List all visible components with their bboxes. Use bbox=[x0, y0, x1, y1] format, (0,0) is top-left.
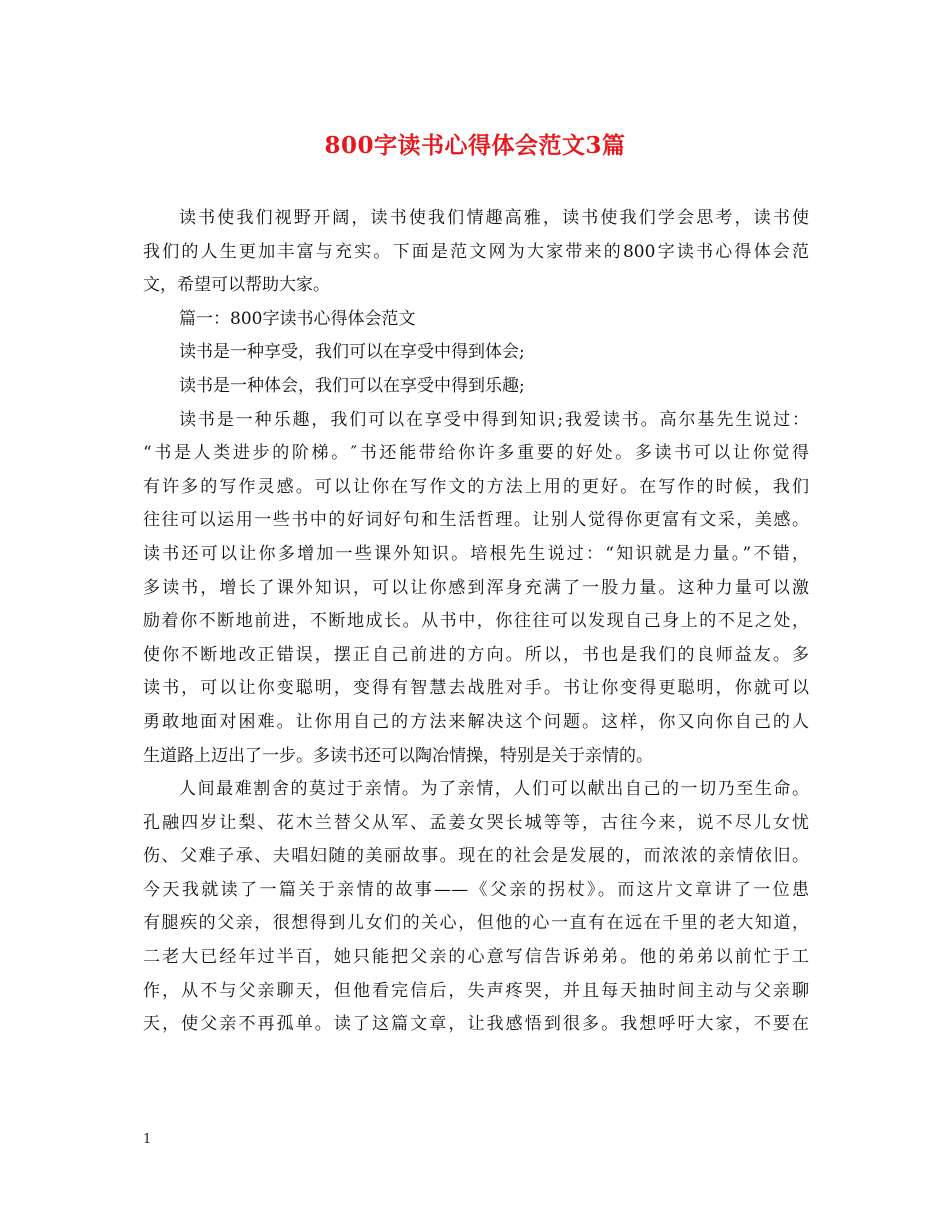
paragraph-line: 勇敢地面对困难。让你用自己的方法来解决这个问题。这样，你又向你自己的人 bbox=[143, 711, 809, 732]
paragraph-line: “书是人类进步的阶梯。″书还能带给你许多重要的好处。多读书可以让你觉得 bbox=[143, 443, 809, 464]
paragraph-line: 励着你不断地前进，不断地成长。从书中，你往往可以发现自己身上的不足之处， bbox=[143, 611, 809, 632]
paragraph-line: 有腿疾的父亲，很想得到儿女们的关心，但他的心一直有在远在千里的老大知道， bbox=[143, 913, 809, 934]
paragraph-line: 读书是一种乐趣，我们可以在享受中得到知识;我爱读书。高尔基先生说过： bbox=[179, 409, 809, 430]
paragraph-line: 人间最难割舍的莫过于亲情。为了亲情，人们可以献出自己的一切乃至生命。 bbox=[179, 779, 809, 800]
paragraph-line: 生道路上迈出了一步。多读书还可以陶冶情操，特别是关于亲情的。 bbox=[143, 745, 653, 766]
paragraph-line: 孔融四岁让梨、花木兰替父从军、孟姜女哭长城等等，古往今来，说不尽儿女忧 bbox=[143, 812, 809, 833]
section-heading: 篇一：800字读书心得体会范文 bbox=[179, 308, 416, 329]
paragraph-line: 读书是一种体会，我们可以在享受中得到乐趣; bbox=[179, 375, 525, 396]
paragraph-line: 伤、父难子承、夫唱妇随的美丽故事。现在的社会是发展的，而浓浓的亲情依旧。 bbox=[143, 846, 809, 867]
paragraph-line: 使你不断地改正错误，摆正自己前进的方向。所以，书也是我们的良师益友。多 bbox=[143, 644, 809, 665]
paragraph-line: 多读书，增长了课外知识，可以让你感到浑身充满了一股力量。这种力量可以激 bbox=[143, 577, 809, 598]
paragraph-line: 作，从不与父亲聊天，但他看完信后，失声疼哭，并且每天抽时间主动与父亲聊 bbox=[143, 980, 809, 1001]
paragraph-line: 二老大已经年过半百，她只能把父亲的心意写信告诉弟弟。他的弟弟以前忙于工 bbox=[143, 947, 809, 968]
paragraph-line: 有许多的写作灵感。可以让你在写作文的方法上用的更好。在写作的时候，我们 bbox=[143, 476, 809, 497]
paragraph-line: 读书还可以让你多增加一些课外知识。培根先生说过：“知识就是力量。”不错， bbox=[143, 543, 809, 564]
paragraph-line: 天，使父亲不再孤单。读了这篇文章，让我感悟到很多。我想呼吁大家，不要在 bbox=[143, 1014, 809, 1035]
document-body bbox=[143, 202, 809, 1042]
paragraph-line: 读书，可以让你变聪明，变得有智慧去战胜对手。书让你变得更聪明，你就可以 bbox=[143, 678, 809, 699]
paragraph-line: 今天我就读了一篇关于亲情的故事——《父亲的拐杖》。而这片文章讲了一位患 bbox=[143, 879, 809, 900]
paragraph-line: 读书使我们视野开阔，读书使我们情趣高雅，读书使我们学会思考，读书使 bbox=[179, 208, 809, 228]
document-title: 800字读书心得体会范文3篇 bbox=[324, 132, 626, 159]
paragraph-line: 文，希望可以帮助大家。 bbox=[143, 275, 330, 296]
page-number: 1 bbox=[143, 1132, 152, 1147]
paragraph-line: 我们的人生更加丰富与充实。下面是范文网为大家带来的800字读书心得体会范 bbox=[143, 241, 809, 262]
paragraph-line: 往往可以运用一些书中的好词好句和生活哲理。让别人觉得你更富有文采，美感。 bbox=[143, 510, 809, 531]
paragraph-line: 读书是一种享受，我们可以在享受中得到体会; bbox=[179, 342, 525, 363]
